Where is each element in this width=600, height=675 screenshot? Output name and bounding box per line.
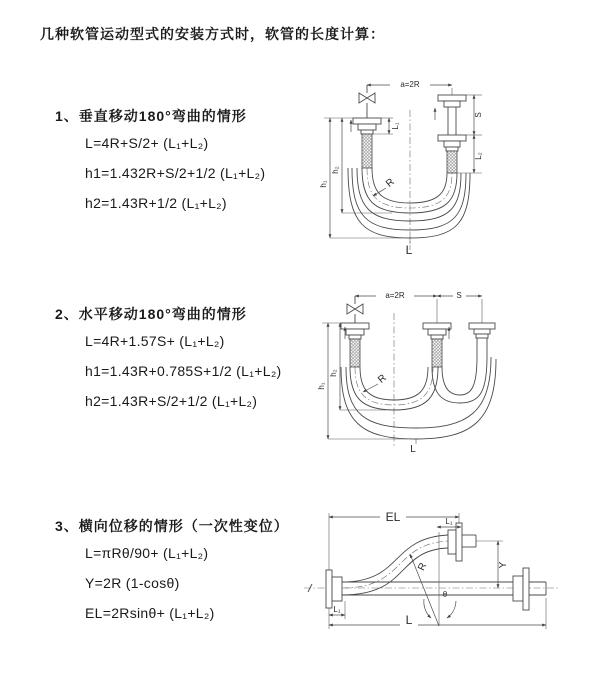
d3-label-l1-left: L₁ bbox=[333, 605, 341, 614]
d3-label-y: Y bbox=[498, 561, 509, 569]
d2-drawing bbox=[341, 296, 496, 448]
formula-l: L=4R+S/2+ (L₁+L₂) bbox=[85, 135, 209, 151]
d3-label-theta: θ bbox=[442, 590, 448, 599]
formula-h1: h1=1.43R+0.785S+1/2 (L₁+L₂) bbox=[85, 363, 282, 379]
d1-label-s: S bbox=[474, 112, 483, 118]
formula-h2: h2=1.43R+S/2+1/2 (L₁+L₂) bbox=[85, 393, 258, 409]
diagram-vertical-180-bend bbox=[310, 72, 590, 257]
formula-h1: h1=1.432R+S/2+1/2 (L₁+L₂) bbox=[85, 165, 266, 181]
formula-h2: h2=1.43R+1/2 (L₁+L₂) bbox=[85, 195, 227, 211]
d1-label-h2: h₂ bbox=[331, 166, 340, 174]
d1-label-h1: h₁ bbox=[319, 180, 328, 188]
diagram-horizontal-180-bend bbox=[310, 283, 590, 453]
d2-label-a2r: a=2R bbox=[385, 291, 405, 300]
d3-label-r: R bbox=[416, 561, 430, 573]
d1-label-l2: L₂ bbox=[474, 152, 483, 160]
d2-label-s: S bbox=[456, 291, 462, 300]
section-1 bbox=[55, 106, 265, 218]
d1-drawing bbox=[348, 85, 470, 250]
d3-drawing bbox=[304, 523, 560, 626]
d3-label-el: EL bbox=[385, 510, 401, 524]
d2-label-h2: h₂ bbox=[329, 369, 338, 377]
section-2 bbox=[55, 304, 282, 416]
d2-label-h1: h₁ bbox=[317, 382, 326, 390]
diagram-lateral-displacement bbox=[298, 502, 598, 662]
formula-y: Y=2R (1-cosθ) bbox=[85, 575, 180, 591]
d3-dimensions bbox=[329, 510, 546, 629]
d1-label-l1: L₁ bbox=[391, 122, 400, 130]
section-1-heading: 1、垂直移动180°弯曲的情形 bbox=[55, 108, 247, 124]
d2-label-r: R bbox=[376, 372, 389, 386]
d3-label-l: L bbox=[405, 613, 413, 627]
section-3 bbox=[55, 516, 289, 628]
formula-l: L=πRθ/90+ (L₁+L₂) bbox=[85, 545, 209, 561]
d1-label-a2r: a=2R bbox=[400, 80, 420, 89]
d1-label-r: R bbox=[384, 176, 397, 190]
formula-l: L=4R+1.57S+ (L₁+L₂) bbox=[85, 333, 225, 349]
section-2-heading: 2、水平移动180°弯曲的情形 bbox=[55, 306, 247, 322]
d1-label-l: L bbox=[405, 243, 413, 257]
page-title: 几种软管运动型式的安装方式时，软管的长度计算： bbox=[40, 26, 385, 42]
section-3-heading: 3、横向位移的情形（一次性变位） bbox=[55, 518, 289, 534]
d2-label-l: L bbox=[410, 444, 416, 453]
d2-dimensions bbox=[317, 290, 482, 453]
d3-label-l1-top: L₁ bbox=[445, 517, 453, 526]
formula-el: EL=2Rsinθ+ (L₁+L₂) bbox=[85, 605, 215, 621]
